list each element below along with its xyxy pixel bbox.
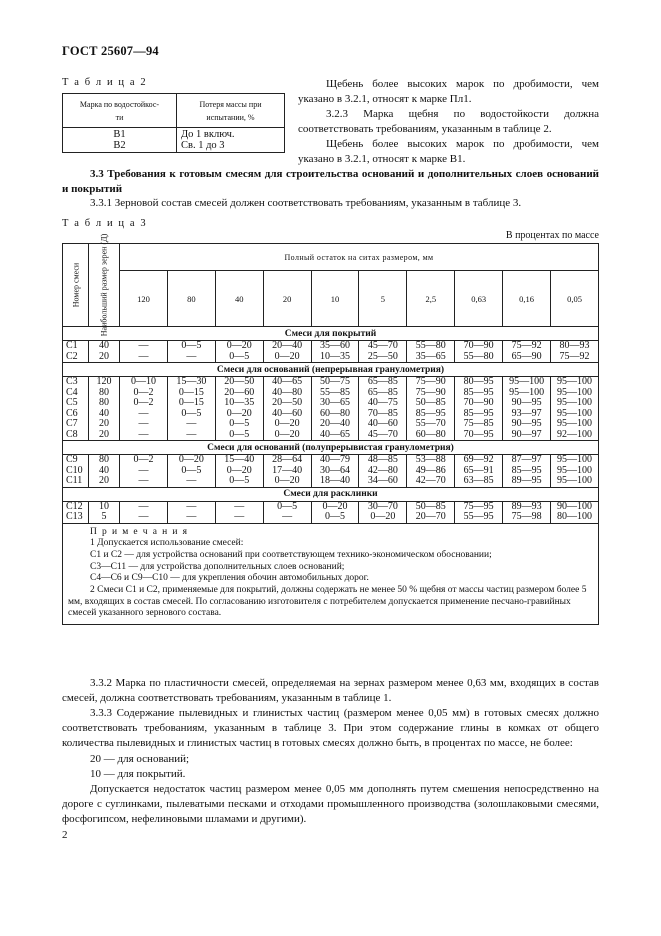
table3-cell: 40—65 (263, 377, 311, 388)
table3-cell: 0—5 (167, 466, 215, 477)
table-row (63, 377, 599, 388)
table3-mix-number: С7 (63, 419, 89, 430)
table3-cell: 40 (89, 409, 120, 420)
table3-cell: 55—80 (407, 341, 455, 352)
table3-cell: 40—80 (263, 388, 311, 399)
table3-cell: 65—91 (455, 466, 503, 477)
table3-sieve-size: 0,05 (551, 271, 599, 327)
table3-cell: 40 (89, 341, 120, 352)
table3-cell: — (120, 419, 168, 430)
table3-cell: 55—85 (311, 388, 359, 399)
table3-section-title: Смеси для оснований (непрерывная гранулометрия) (63, 363, 599, 377)
table3-cell: 17—40 (263, 466, 311, 477)
table3-cell: 0—20 (215, 466, 263, 477)
table3-cell: — (167, 419, 215, 430)
table3-cell: 20—50 (263, 398, 311, 409)
table3-cell: 95—100 (503, 377, 551, 388)
table3-cell: 40—75 (359, 398, 407, 409)
table3-cell: 20 (89, 352, 120, 363)
table3-notes (63, 523, 599, 625)
table3-cell: 48—85 (359, 455, 407, 466)
table3-cell: 5 (89, 512, 120, 523)
table3-cell: — (215, 501, 263, 512)
table3-cell: 95—100 (551, 388, 599, 399)
table3-cell: 63—85 (455, 476, 503, 487)
table3-group-header: Полный остаток на ситах размером, мм (120, 244, 599, 271)
table3-cell: 0—20 (215, 341, 263, 352)
table3-cell: 20 (89, 430, 120, 441)
notes-heading: П р и м е ч а н и я (90, 526, 189, 537)
table3-cell: 0—5 (215, 352, 263, 363)
table3-cell: 40 (89, 466, 120, 477)
table3-cell: 35—65 (407, 352, 455, 363)
table3-cell: 55—95 (455, 512, 503, 523)
table3-cell: 20—70 (407, 512, 455, 523)
table3-sieve-size: 80 (167, 271, 215, 327)
table3-cell: 0—5 (311, 512, 359, 523)
table3-mix-number: С6 (63, 409, 89, 420)
table3-cell: 95—100 (551, 455, 599, 466)
table3-cell: 40—60 (359, 419, 407, 430)
paragraph-3-2-3: 3.2.3 Марка щебня по водостойкости должна соответствовать требованиям, указанным в таблице 2. (298, 108, 599, 135)
table3-cell: 85—95 (407, 409, 455, 420)
table3-cell: 65—85 (359, 388, 407, 399)
table3-cell: 80 (89, 455, 120, 466)
table3-cell: 0—5 (215, 476, 263, 487)
section-3-3-heading: 3.3 Требования к готовым смесям для строительства оснований и дополнительных слоев оснований и покрытий (62, 168, 599, 196)
table3-cell: 0—5 (215, 430, 263, 441)
table3-cell: 69—92 (455, 455, 503, 466)
table3-mix-number: С1 (63, 341, 89, 352)
table3-cell: 53—88 (407, 455, 455, 466)
table3-cell: 75—92 (503, 341, 551, 352)
table3-cell: 40—60 (263, 409, 311, 420)
table3-cell: — (167, 352, 215, 363)
table3-mix-number: С3 (63, 377, 89, 388)
table3-cell: 34—60 (359, 476, 407, 487)
note-1b: С3—С11 — для устройства дополнительных слоев оснований; (90, 561, 345, 572)
table3-cell: 25—50 (359, 352, 407, 363)
table3-cell: — (215, 512, 263, 523)
table3-cell: 40—79 (311, 455, 359, 466)
table3-sieve-size: 20 (263, 271, 311, 327)
table3-cell: 92—100 (551, 430, 599, 441)
table3-cell: 20 (89, 476, 120, 487)
table3-cell: 87—97 (503, 455, 551, 466)
table3-cell: 30—65 (311, 398, 359, 409)
page-number: 2 (62, 829, 68, 841)
table3-cell: 75—90 (407, 377, 455, 388)
table3-cell: — (120, 341, 168, 352)
table2-col-mark: Марка по водостойкос- ти (63, 94, 177, 128)
table3-sieve-size: 0,63 (455, 271, 503, 327)
table3-cell: 10—35 (311, 352, 359, 363)
table3-cell: 30—64 (311, 466, 359, 477)
table3-cell: 55—80 (455, 352, 503, 363)
table3-sieve-size: 2,5 (407, 271, 455, 327)
table3-cell: — (120, 476, 168, 487)
table3-cell: 50—85 (407, 501, 455, 512)
table3-mix-number: С10 (63, 466, 89, 477)
paragraph-3-3-2: 3.3.2 Марка по пластичности смесей, определяемая на зернах размером менее 0,63 мм, входящих в состав смесей, должна соответствовать требованиям, указанным в таблице 1. (62, 677, 599, 705)
table3-cell: 90—95 (503, 398, 551, 409)
table3-cell: 75—85 (455, 419, 503, 430)
table3-cell: — (120, 512, 168, 523)
table3-col-size: Наибольший размер зерен (Д) (89, 244, 120, 327)
table3-cell: 0—20 (263, 430, 311, 441)
table3-cell: 90—100 (551, 501, 599, 512)
table3-cell: 0—2 (120, 388, 168, 399)
table3-cell: 0—20 (311, 501, 359, 512)
paragraph-3-3-3: 3.3.3 Содержание пылевидных и глинистых частиц (размером менее 0,05 мм) в готовых смесях должно соответствовать требованиям, указанным в таблице 3. При этом содержание глины в комках от общего количества пылевидных и глинистых частиц в готовых смесях должно быть, в процентах по массе, не более: (62, 707, 599, 750)
table2-caption: Т а б л и ц а 2 (62, 77, 148, 88)
table3-cell: 10 (89, 501, 120, 512)
table3-unit-note: В процентах по массе (505, 230, 599, 241)
table3-cell: 120 (89, 377, 120, 388)
paragraph-10: 10 — для покрытий. (90, 768, 186, 780)
table3-cell: 95—100 (503, 388, 551, 399)
paragraph-3-3-1: 3.3.1 Зерновой состав смесей должен соответствовать требованиям, указанным в таблице 3. (90, 197, 522, 209)
table3-cell: 40—65 (311, 430, 359, 441)
table3-cell: 80—100 (551, 512, 599, 523)
table3-cell: 60—80 (407, 430, 455, 441)
table3-cell: 75—98 (503, 512, 551, 523)
table3-cell: 0—5 (263, 501, 311, 512)
table3-cell: 0—20 (359, 512, 407, 523)
table3-cell: 0—10 (120, 377, 168, 388)
table3-cell: 95—100 (551, 476, 599, 487)
table3-cell: 95—100 (551, 419, 599, 430)
table3-cell: 20—40 (263, 341, 311, 352)
table3-cell: 50—85 (407, 398, 455, 409)
table2-col-loss: Потеря массы при испытании, % (177, 94, 285, 128)
table3-cell: 95—100 (551, 377, 599, 388)
table3-cell: 35—60 (311, 341, 359, 352)
table3-cell: 20—50 (215, 377, 263, 388)
table3-cell: 65—85 (359, 377, 407, 388)
document-header: ГОСТ 25607—94 (62, 44, 159, 58)
table3-cell: 95—100 (551, 466, 599, 477)
table3-cell: 55—70 (407, 419, 455, 430)
table3-cell: 20—60 (215, 388, 263, 399)
paragraph-3-2-3-note: Щебень более высоких марок по дробимости, чем указано в 3.2.1, относят к марке В1. (298, 138, 599, 165)
table3-cell: 18—40 (311, 476, 359, 487)
table3-cell: 45—70 (359, 341, 407, 352)
table3-cell: — (167, 512, 215, 523)
table3-cell: 80—95 (455, 377, 503, 388)
table3-cell: — (120, 409, 168, 420)
table2 (62, 93, 285, 153)
table3-cell: 85—95 (503, 466, 551, 477)
note-2: 2 Смеси С1 и С2, применяемые для покрытий, должны содержать не менее 50 % щебня от массы частиц размером более 5 мм, входящих в состав смесей. По согласованию изготовителя с потребителем допускается применение песчано-гравийных смесей указанного зернового состава. (68, 585, 587, 619)
table3-cell: 15—40 (215, 455, 263, 466)
table3-cell: 0—15 (167, 388, 215, 399)
table3-mix-number: С2 (63, 352, 89, 363)
table3-section-title: Смеси для оснований (полупрерывистая гранулометрия) (63, 441, 599, 455)
table3-cell: 50—75 (311, 377, 359, 388)
table-row (63, 455, 599, 466)
table3-mix-number: С9 (63, 455, 89, 466)
paragraph-last: Допускается недостаток частиц размером менее 0,05 мм дополнять путем смешения непосредственно на дороге с суглинками, пылеватыми песками и отходами промышленного производства (золошлаковыми смесями, фосфогипсом, нефелиновыми шламами и другими). (62, 783, 599, 826)
table2-cell: Св. 1 до 3 (177, 140, 285, 153)
table3-sieve-size: 120 (120, 271, 168, 327)
table3-cell: 65—90 (503, 352, 551, 363)
table3-cell: 42—80 (359, 466, 407, 477)
table3-section-title: Смеси для расклинки (63, 487, 599, 501)
table3-cell: — (167, 476, 215, 487)
table3-cell: 0—5 (167, 409, 215, 420)
table3-cell: 90—97 (503, 430, 551, 441)
table3-cell: 80 (89, 398, 120, 409)
table3-mix-number: С4 (63, 388, 89, 399)
table3-cell: 0—20 (263, 476, 311, 487)
table3-cell: 10—35 (215, 398, 263, 409)
table2-cell: В2 (63, 140, 177, 153)
table3-cell: 20 (89, 419, 120, 430)
table-row (63, 341, 599, 352)
table3-cell: — (120, 352, 168, 363)
table3-cell: — (167, 501, 215, 512)
table3-cell: 0—20 (167, 455, 215, 466)
table3-sieve-size: 5 (359, 271, 407, 327)
table2-cell: До 1 включ. (177, 128, 285, 141)
table3-mix-number: С12 (63, 501, 89, 512)
table3-cell: 30—70 (359, 501, 407, 512)
table3-cell: 80—93 (551, 341, 599, 352)
table3-cell: 90—95 (503, 419, 551, 430)
table3-caption: Т а б л и ц а 3 (62, 218, 148, 229)
table3-cell: — (263, 512, 311, 523)
table3-cell: 85—95 (455, 409, 503, 420)
table-row (63, 352, 599, 363)
table3-cell: 28—64 (263, 455, 311, 466)
table3-cell: 95—100 (551, 409, 599, 420)
table3-col-mix: Номер смеси (63, 244, 89, 327)
table3-cell: 15—30 (167, 377, 215, 388)
note-1c: С4—С6 и С9—С10 — для укрепления обочин автомобильных дорог. (90, 573, 369, 584)
table3-sieve-size: 40 (215, 271, 263, 327)
table3-cell: 20—40 (311, 419, 359, 430)
table3-cell: 70—85 (359, 409, 407, 420)
table-row (63, 476, 599, 487)
table3-cell: 80 (89, 388, 120, 399)
table3-mix-number: С8 (63, 430, 89, 441)
table3-mix-number: С5 (63, 398, 89, 409)
table3-mix-number: С11 (63, 476, 89, 487)
table3-cell: — (120, 466, 168, 477)
table3-sieve-size: 0,16 (503, 271, 551, 327)
table3-cell: — (167, 430, 215, 441)
paragraph-3-2-2-note: Щебень более высоких марок по дробимости, чем указано в 3.2.1, относят к марке Пл1. (298, 78, 599, 105)
table3-cell: 42—70 (407, 476, 455, 487)
table3-cell: 75—92 (551, 352, 599, 363)
table3-cell: 0—5 (215, 419, 263, 430)
note-1a: С1 и С2 — для устройства оснований при соответствующем технико-экономическом обосновании; (90, 549, 492, 560)
table3-cell: 45—70 (359, 430, 407, 441)
paragraph-20: 20 — для оснований; (90, 753, 190, 765)
table3-cell: 0—5 (167, 341, 215, 352)
table2-cell: В1 (63, 128, 177, 141)
table3-cell: 60—80 (311, 409, 359, 420)
table3-cell: 85—95 (455, 388, 503, 399)
table3-cell: 49—86 (407, 466, 455, 477)
table3-section-title: Смеси для покрытий (63, 327, 599, 341)
table3-sieve-size: 10 (311, 271, 359, 327)
table3-cell: 0—20 (263, 419, 311, 430)
table3-cell: 0—20 (215, 409, 263, 420)
table-row (63, 512, 599, 523)
table3-cell: 70—90 (455, 398, 503, 409)
table3-cell: 0—2 (120, 455, 168, 466)
table3-cell: 70—95 (455, 430, 503, 441)
table3-cell: 93—97 (503, 409, 551, 420)
table3-cell: 75—95 (455, 501, 503, 512)
table3-cell: 95—100 (551, 398, 599, 409)
table3-mix-number: С13 (63, 512, 89, 523)
table-row (63, 419, 599, 430)
table3-cell: — (120, 430, 168, 441)
table3-cell: 89—93 (503, 501, 551, 512)
table3-cell: 0—2 (120, 398, 168, 409)
table-row (63, 430, 599, 441)
table3-cell: — (120, 501, 168, 512)
note-1: 1 Допускается использование смесей: (90, 538, 244, 549)
table3-cell: 75—90 (407, 388, 455, 399)
table3-cell: 0—20 (263, 352, 311, 363)
table3-cell: 0—15 (167, 398, 215, 409)
table3-cell: 89—95 (503, 476, 551, 487)
table-row (63, 398, 599, 409)
table3-cell: 70—90 (455, 341, 503, 352)
